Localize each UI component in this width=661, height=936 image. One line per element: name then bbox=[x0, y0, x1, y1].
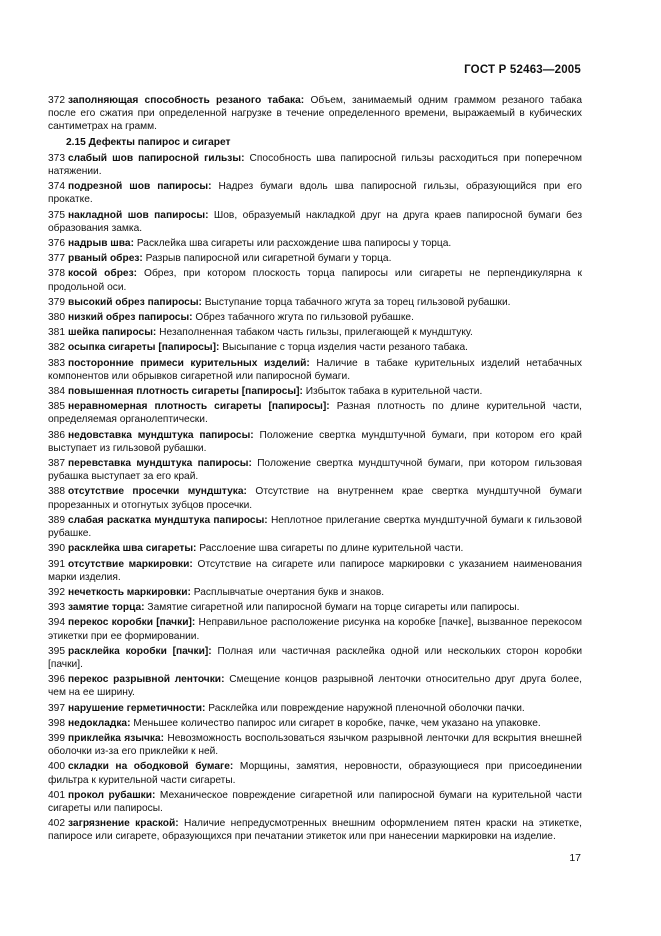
term-entry bbox=[48, 267, 582, 293]
entry-term: перевставка мундштука папиросы: bbox=[68, 458, 252, 470]
entry-term: осыпка сигареты [папиросы]: bbox=[68, 342, 220, 354]
entry-term: недовставка мундштука папиросы: bbox=[68, 429, 254, 441]
entry-definition: Обрез, при котором плоскость торца папиросы или сигареты не перпендикулярна к продольной оси. bbox=[48, 268, 582, 293]
entry-term: загрязнение краской: bbox=[68, 818, 179, 830]
term-entry bbox=[48, 514, 582, 540]
entry-definition: Механическое повреждение сигаретной или папиросной бумаги на курительной части сигареты или папиросы. bbox=[48, 789, 582, 814]
term-entry bbox=[48, 341, 582, 354]
entry-number: 400 bbox=[48, 761, 65, 773]
term-entry bbox=[48, 400, 582, 426]
term-entry bbox=[48, 616, 582, 642]
entry-term: отсутствие маркировки: bbox=[68, 558, 193, 570]
term-entry bbox=[48, 485, 582, 511]
entry-number: 383 bbox=[48, 357, 65, 369]
entry-term: повышенная плотность сигареты [папиросы]: bbox=[68, 386, 303, 398]
entry-definition: Расслоение шва сигареты по длине курительной части. bbox=[199, 543, 464, 555]
entry-term: посторонние примеси курительных изделий: bbox=[68, 357, 310, 369]
entry-number: 393 bbox=[48, 602, 65, 614]
entry-term: отсутствие просечки мундштука: bbox=[68, 486, 247, 498]
entry-definition: Способность шва папиросной гильзы расходиться при поперечном натяжении. bbox=[48, 152, 582, 178]
entries-before-section bbox=[48, 94, 582, 134]
term-entry bbox=[48, 586, 582, 599]
term-entry bbox=[48, 760, 582, 786]
entry-definition: Разрыв папиросной или сигаретной бумаги у торца. bbox=[145, 253, 392, 265]
entry-number: 394 bbox=[48, 617, 65, 629]
entry-number: 395 bbox=[48, 645, 65, 657]
entry-number: 374 bbox=[48, 181, 65, 193]
entry-definition: Морщины, замятия, неровности, образующиеся при присоединении фильтра к курительной части сигареты. bbox=[48, 761, 582, 786]
entry-number: 388 bbox=[48, 486, 65, 498]
entry-definition: Разная плотность по длине курительной части, определяемая органолептически. bbox=[48, 401, 583, 426]
entry-number: 384 bbox=[48, 386, 65, 398]
entry-number: 387 bbox=[48, 458, 65, 470]
entry-definition: Незаполненная табаком часть гильзы, прилегающей к мундштуку. bbox=[159, 327, 473, 339]
term-entry bbox=[48, 789, 582, 815]
entry-term: высокий обрез папиросы: bbox=[68, 296, 202, 308]
entry-number: 396 bbox=[48, 674, 65, 686]
entry-definition: Положение свертка мундштучной бумаги, при котором гильзовая рубашка выступает за его край. bbox=[48, 458, 582, 483]
entry-definition: Неправильное расположение рисунка на коробке [пачке], вызванное перекосом этикетки при ее формировании. bbox=[48, 617, 582, 642]
entry-definition: Невозможность воспользоваться язычком разрывной ленточки для вскрытия внешней оболочки из-за его приклейки к ней. bbox=[48, 732, 582, 758]
entry-number: 398 bbox=[48, 717, 65, 729]
entry-definition: Отсутствие на внутреннем крае свертка мундштучной бумаги прорезанных и отогнутых зубцов просечки. bbox=[48, 486, 582, 511]
entry-term: надрыв шва: bbox=[68, 238, 134, 250]
entry-number: 372 bbox=[48, 95, 65, 106]
entry-term: прокол рубашки: bbox=[68, 789, 156, 801]
entry-number: 399 bbox=[48, 732, 65, 744]
entry-number: 382 bbox=[48, 342, 65, 354]
term-entry bbox=[48, 717, 582, 730]
entry-term: низкий обрез папиросы: bbox=[68, 312, 193, 324]
entry-term: слабая раскатка мундштука папиросы: bbox=[68, 514, 268, 526]
entry-number: 380 bbox=[48, 312, 65, 324]
page-number: 17 bbox=[569, 852, 581, 864]
entry-number: 386 bbox=[48, 429, 65, 441]
entry-term: приклейка язычка: bbox=[68, 732, 165, 744]
entry-definition: Смещение концов разрывной ленточки относительно друг друга более, чем на ее ширину. bbox=[48, 674, 582, 699]
term-entry bbox=[48, 296, 582, 309]
entry-number: 373 bbox=[48, 152, 65, 164]
entry-number: 375 bbox=[48, 209, 65, 221]
term-entry bbox=[48, 558, 582, 584]
term-entry bbox=[48, 673, 582, 699]
entry-definition: Полная или частичная расклейка одной или нескольких сторон коробки [пачки]. bbox=[48, 645, 583, 670]
term-entry bbox=[48, 429, 582, 455]
entry-number: 378 bbox=[48, 268, 65, 280]
term-entry bbox=[48, 252, 582, 265]
term-entry bbox=[48, 326, 582, 339]
entry-number: 401 bbox=[48, 789, 65, 801]
standard-designation: ГОСТ Р 52463—2005 bbox=[464, 64, 581, 76]
entry-definition: Шов, образуемый накладкой друг на друга краев папиросной бумаги без образования замка. bbox=[48, 209, 582, 234]
term-entry bbox=[48, 732, 582, 758]
entry-term: шейка папиросы: bbox=[68, 327, 157, 339]
term-entry bbox=[48, 357, 582, 383]
entry-definition: Выступание торца табачного жгута за торец гильзовой рубашки. bbox=[204, 296, 511, 308]
term-entry bbox=[48, 457, 582, 483]
entry-definition: Меньшее количество папирос или сигарет в коробке, пачке, чем указано на упаковке. bbox=[133, 717, 541, 729]
entry-term: складки на ободковой бумаге: bbox=[68, 761, 234, 773]
entry-number: 385 bbox=[48, 401, 65, 413]
entry-number: 392 bbox=[48, 586, 65, 598]
term-entry bbox=[48, 542, 582, 555]
entry-definition: Обрез табачного жгута по гильзовой рубашке. bbox=[195, 312, 414, 324]
term-entry bbox=[48, 385, 582, 398]
entry-term: расклейка шва сигареты: bbox=[68, 543, 197, 555]
entry-term: замятие торца: bbox=[68, 602, 145, 614]
entry-number: 379 bbox=[48, 296, 65, 308]
entry-term: недокладка: bbox=[68, 717, 131, 729]
entry-term: нарушение герметичности: bbox=[68, 702, 206, 714]
entry-definition: Надрез бумаги вдоль шва папиросной гильзы, образующийся при его прокатке. bbox=[48, 181, 582, 206]
entry-term: перекос коробки [пачки]: bbox=[68, 617, 196, 629]
entry-term: накладной шов папиросы: bbox=[68, 209, 209, 221]
entry-number: 381 bbox=[48, 327, 65, 339]
entry-number: 377 bbox=[48, 253, 65, 265]
term-entry bbox=[48, 311, 582, 324]
entry-definition: Высыпание с торца изделия части резаного табака. bbox=[222, 342, 468, 354]
entry-definition: Расклейка шва сигареты или расхождение шва папиросы у торца. bbox=[136, 238, 452, 250]
entry-definition: Неплотное прилегание свертка мундштучной бумаги к гильзовой рубашке. bbox=[48, 514, 582, 540]
entry-term: косой обрез: bbox=[68, 268, 138, 280]
entry-term: слабый шов папиросной гильзы: bbox=[68, 152, 245, 164]
entry-term: рваный обрез: bbox=[68, 253, 143, 265]
term-entry bbox=[48, 702, 582, 715]
entry-number: 402 bbox=[48, 818, 65, 830]
entry-term: перекос разрывной ленточки: bbox=[68, 674, 225, 686]
entry-number: 376 bbox=[48, 238, 65, 250]
entry-term: нечеткость маркировки: bbox=[68, 586, 191, 598]
entry-definition: Отсутствие на сигарете или папиросе маркировки с указанием наименования марки изделия. bbox=[48, 558, 582, 583]
entry-definition: Замятие сигаретной или папиросной бумаги на торце сигареты или папиросы. bbox=[147, 602, 520, 614]
term-entry bbox=[48, 94, 582, 134]
entry-term: заполняющая способность резаного табака: bbox=[68, 95, 305, 106]
entry-definition: Расплывчатые очертания букв и знаков. bbox=[193, 586, 385, 598]
entry-definition: Наличие непредусмотренных внешним оформлением пятен краски на этикетке, папиросе или сигарете, образующихся при печатании этикеток или при нанесении маркировки на изделие. bbox=[48, 818, 582, 843]
entry-term: расклейка коробки [пачки]: bbox=[68, 645, 212, 657]
term-entry bbox=[48, 645, 582, 671]
term-entry bbox=[48, 817, 582, 843]
entry-definition: Наличие в табаке курительных изделий нетабачных компонентов или обрывков сигаретной или папиросной бумаги. bbox=[48, 357, 582, 382]
entry-term: подрезной шов папиросы: bbox=[68, 181, 212, 193]
entry-number: 389 bbox=[48, 514, 65, 526]
document-body bbox=[48, 94, 582, 846]
entry-term: неравномерная плотность сигареты [папиросы]: bbox=[68, 401, 330, 413]
entry-definition: Положение свертка мундштучной бумаги, при котором его край выступает из гильзовой рубашки. bbox=[48, 429, 582, 454]
section-heading: 2.15 Дефекты папирос и сигарет bbox=[66, 136, 231, 148]
entry-number: 390 bbox=[48, 543, 65, 555]
term-entry bbox=[48, 180, 582, 206]
entry-definition: Расклейка или повреждение наружной пленочной оболочки пачки. bbox=[208, 702, 525, 714]
entry-definition: Объем, занимаемый одним граммом резаного табака после его сжатия при определенной нагрузке в течение определенного времени, выражаемый в кубических сантиметрах на грамм. bbox=[48, 95, 582, 133]
entry-list bbox=[48, 152, 582, 844]
entry-number: 391 bbox=[48, 558, 65, 570]
term-entry bbox=[48, 601, 582, 614]
term-entry bbox=[48, 237, 582, 250]
entry-definition: Избыток табака в курительной части. bbox=[305, 386, 483, 398]
term-entry bbox=[48, 209, 582, 235]
entry-number: 397 bbox=[48, 702, 65, 714]
term-entry bbox=[48, 152, 582, 178]
